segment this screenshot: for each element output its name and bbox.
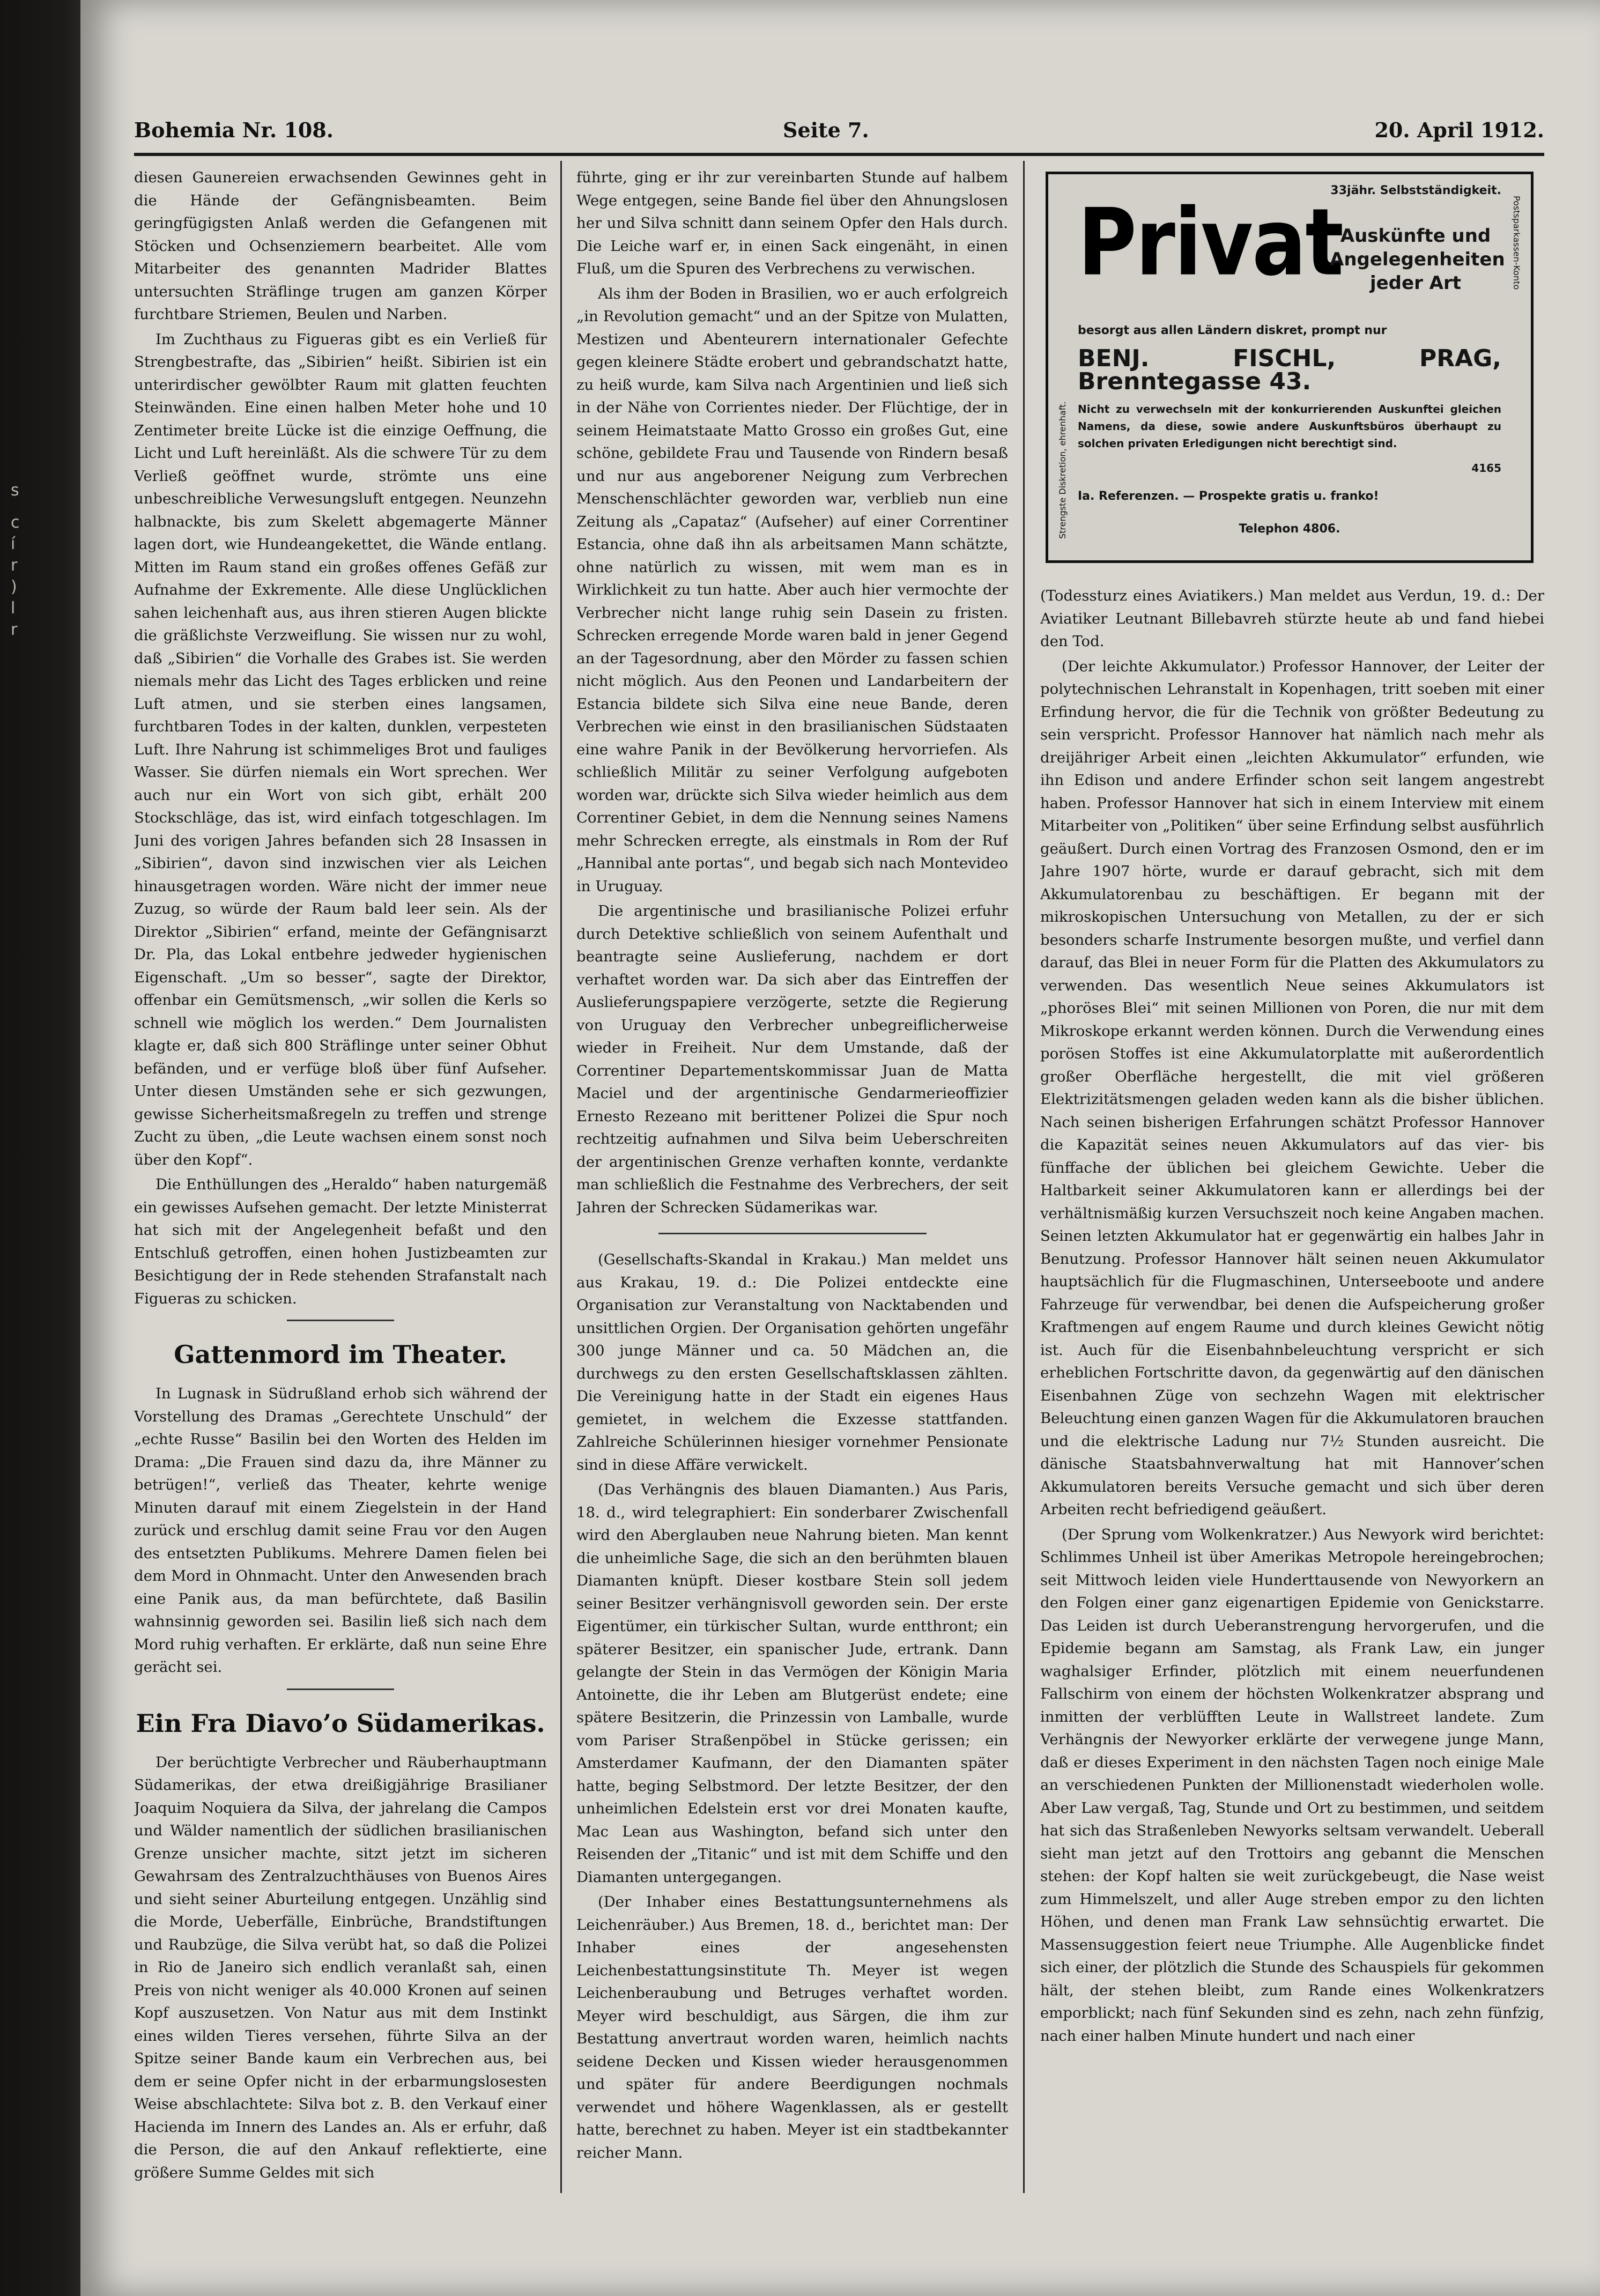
article-paragraph: führte, ging er ihr zur vereinbarten Stunde auf halbem Wege entgegen, seine Bande fiel über den Ahnungslosen her und Silva schnitt dann seinem Opfer den Hals durch. Die Leiche warf er, in einen Sack eingenäht, in einen Fluß, um die Spuren des Verbrechens zu verwischen.	[576, 169, 1008, 277]
article-paragraph: Der berüchtigte Verbrecher und Räuberhauptmann Südamerikas, der etwa dreißigjährige Brasilianer Joaquim Noquiera da Silva, der jahrelang die Campos und Wälder namentlich der südlichen brasilianischen Grenze unsicher machte, sitzt jetzt im sicheren Gewahrsam des Zentralzuchthäuses von Buenos Aires und sieht seiner Aburteilung entgegen. Unzählig sind die Morde, Ueberfälle, Einbrüche, Brandstiftungen und Raubzüge, die Silva verübt hat, so daß die Polizei in Rio de Janeiro sich endlich veranlaßt sah, einen Preis von nicht weniger als 40.000 Kronen auf seinen Kopf auszusetzen. Von Natur aus mit dem Instinkt eines wilden Tieres versehen, führte Silva an der Spitze seiner Bande kaum ein Verbrechen aus, bei dem er seine Opfer nicht in der erbarmungslosesten Weise abschlachtete: Silva bot z. B. den Verkauf einer Hacienda im Innern des Landes an. Als er erfuhr, daß die Person, die auf den Ankauf reflektierte, eine größere Summe Geldes mit sich	[134, 1753, 547, 2181]
header-date: 20. April 1912.	[1374, 118, 1544, 142]
edge-mark: r	[11, 620, 18, 639]
article-paragraph: Die Enthüllungen des „Heraldo“ haben naturgemäß ein gewisses Aufsehen gemacht. Der letzte Ministerrat hat sich mit der Angelegenheit befaßt und den Entschluß getroffen, einen hohen Justizbeamten zur Besichtigung der in Rede stehenden Strafanstalt nach Figueras zu schicken.	[134, 1176, 547, 1307]
article-headline: Gattenmord im Theater.	[174, 1340, 507, 1369]
column-1	[134, 166, 547, 2193]
advertisement-box	[1046, 172, 1534, 563]
article-headline: Ein Fra Diavo’o Südamerikas.	[136, 1708, 545, 1738]
ad-right-line: Auskünfte und	[1340, 225, 1491, 247]
ad-content	[1078, 180, 1505, 540]
separator-rule	[287, 1320, 394, 1321]
ad-title-right	[1330, 224, 1505, 295]
article-paragraph: Als ihm der Boden in Brasilien, wo er auch erfolgreich „in Revolution gemacht“ und an der Spitze von Mulatten, Mestizen und Abenteurern internationaler Gefechte gegen kleinere Städte erobert und gebrandschatzt hatte, zu heiß wurde, kam Silva nach Argentinien und ließ sich in der Nähe von Corrientes nieder. Der Flüchtige, der in seinem Heimatstaate Matto Grosso ein großes Gut, eine schöne, gebildete Frau und Tausende von Rindern besaß und nur aus angeborener Neigung zum Verbrechen Menschenschlächter geworden war, verblieb nun eine Zeitung als „Capataz“ (Aufseher) auf einer Correntiner Estancia, ohne daß ihn als arbeitsamen Mann schätzte, ohne natürlich zu wissen, mit wem man es in Wirklichkeit zu tun hatte. Aber auch hier vermochte der Verbrecher nicht lange ruhig sein Dasein zu fristen. Schrecken erregende Morde waren bald in jener Gegend an der Tagesordnung, aber den Mörder zu fassen schien nicht möglich. Aus den Peonen und Landarbeitern der Estancia bildete sich Silva eine neue Bande, deren Verbrechen wie einst in den brasilianischen Südstaaten eine wahre Panik in der Bevölkerung hervorriefen. Als schließlich Militär zu seiner Verfolgung aufgeboten worden war, drückte sich Silva wieder heimlich aus dem Correntiner Gebiet, in dem die Nennung seines Namens mehr Schrecken erregte, als einstmals in Rom der Ruf „Hannibal ante portas“, und begab sich nach Montevideo in Uruguay.	[576, 285, 1008, 895]
article-paragraph: Die argentinische und brasilianische Polizei erfuhr durch Detektive schließlich von seinem Aufenthalt und beantragte seine Auslieferung, nachdem er dort verhaftet worden war. Da sich aber das Eintreffen der Auslieferungspapiere verzögerte, setzte die Regierung von Uruguay den Verbrecher unbegreiflicherweise wieder in Freiheit. Nur dem Umstande, daß der Correntiner Departementskommissar Juan de Matta Maciel und der argentinische Gendarmerieoffizier Ernesto Rezeano mit berittener Polizei die Spur noch rechtzeitig aufnahmen und Silva beim Ueberschreiten der argentinischen Grenze verhaften konnte, verdankte man schließlich die Festnahme des Verbrechers, der seit Jahren der Schrecken Südamerikas war.	[576, 902, 1008, 1216]
news-item: (Gesellschafts-Skandal in Krakau.) Man meldet uns aus Krakau, 19. d.: Die Polizei entdeckte eine Organisation zur Veranstaltung von Nacktabenden und unsittlichen Orgien. Der Organisation gehörten ungefähr 300 junge Männer und ca. 50 Mädchen an, die durchwegs zu den ersten Gesellschaftsklassen zählten. Die Vereinigung hatte in der Stadt ein eigenes Haus gemietet, in welchem die Exzesse stattfanden. Zahlreiche Schülerinnen hiesiger vornehmer Pensionate sind in diese Affäre verwickelt.	[576, 1251, 1008, 1473]
edge-mark: c	[11, 513, 20, 532]
column-divider	[1023, 161, 1025, 2193]
news-item: (Der Sprung vom Wolkenkratzer.) Aus Newyork wird berichtet: Schlimmes Unheil ist über Amerikas Metropole hereingebrochen; seit Mittwoch leiden viele Hunderttausende von Newyorkern an den Folgen einer ganz eigenartigen Epidemie von Genickstarre. Das Leiden ist durch Ueberanstrengung hervorgerufen, und die Epidemie begann am Samstag, als Frank Law, ein junger waghalsiger Erfinder, plötzlich mit einem neuerfundenen Fallschirm von einem der höchsten Wolkenkratzer absprang und inmitten der verblüfften Leute in Wallstreet landete. Zum Verhängnis der Newyorker erklärte der verwegene junge Mann, daß er dieses Experiment in den nächsten Tagen noch einige Male an verschiedenen Punkten der Millionenstadt wiederholen wolle. Aber Law vergaß, Tag, Stunde und Ort zu bestimmen, und seitdem hat sich das Straßenleben Newyorks seltsam verwandelt. Ueberall sieht man jetzt auf den Trottoirs ang gebannt die Menschen stehen: der Kopf halten sie weit zurückgebeugt, die Nase weist zum Himmelszelt, und aller Auge streben empor zu den lichten Höhen, und denen man Frank Law sehnsüchtig erwartet. Die Massensuggestion feiert neue Triumphe. Alle Augenblicke findet sich einer, der plötzlich die Stunde des Schauspiels für gekommen hält, der stehen bleibt, zum Rande eines Wolkenkratzers emporblickt; nach fünf Sekunden sind es zehn, nach zehn fünfzig, nach einer halben Minute hundert und nach einer	[1040, 1525, 1544, 2045]
header-rule	[134, 153, 1544, 156]
header-page-number: Seite 7.	[783, 118, 869, 142]
ad-telephone: Telephon 4806.	[1239, 522, 1340, 536]
ad-side-text-left: Strengste Diskretion, ehrenhaft.	[1057, 401, 1068, 539]
edge-mark: r	[11, 556, 18, 575]
edge-mark: s	[11, 481, 19, 500]
article-paragraph: diesen Gaunereien erwachsenden Gewinnes geht in die Hände der Gefängnisbeamten. Beim geringfügigsten Anlaß werden die Gefangenen mit Stöcken und Ochsenziemern bearbeitet. Alle vom Mitarbeiter des genannten Madrider Blattes untersuchten Sträflinge trugen am ganzen Körper furchtbare Striemen, Beulen und Narben.	[134, 169, 547, 323]
ad-mid-line: besorgt aus allen Ländern diskret, prompt nur	[1078, 323, 1387, 337]
header-issue: Bohemia Nr. 108.	[134, 118, 334, 142]
page-header	[134, 118, 1544, 150]
ad-right-line: jeder Art	[1369, 272, 1462, 294]
article-paragraph: In Lugnask in Südrußland erhob sich während der Vorstellung des Dramas „Gerechtete Unschuld“ der „echte Russe“ Basilin bei den Worten des Helden im Drama: „Die Frauen sind dazu da, ihre Männer zu betrügen!“, verließ das Theater, kehrte wenige Minuten darauf mit einem Ziegelstein in der Hand zurück und erschlug damit seine Frau vor den Augen des entsetzten Publikums. Mehrere Damen fielen bei dem Mord in Ohnmacht. Unter den Anwesenden brach eine Panik aus, da man befürchtete, daß Basilin wahnsinnig geworden sei. Basilin ließ sich nach dem Mord ruhig verhaften. Er erklärte, daß nun seine Ehre gerächt sei.	[134, 1385, 547, 1676]
ad-right-line: Angelegenheiten	[1330, 248, 1505, 270]
edge-mark: l	[11, 599, 16, 618]
news-item: (Der Inhaber eines Bestattungsunternehmens als Leichenräuber.) Aus Bremen, 18. d., berichtet man: Der Inhaber eines der angesehensten Leichenbestattungsinstitute Th. Meyer ist wegen Leichenberaubung und Betruges verhaftet worden. Meyer wird beschuldigt, aus Särgen, die ihm zur Bestattung anvertraut worden waren, heimlich nachts seidene Decken und Kissen wieder herausgenommen und später für andere Beerdigungen nochmals verwendet und höhere Wagenklassen, als er gestellt hatte, berechnet zu haben. Meyer ist ein stadtbekannter reicher Mann.	[576, 1893, 1008, 2161]
separator-rule	[658, 1233, 927, 1234]
column-3	[1040, 166, 1544, 2193]
news-item: (Todessturz eines Aviatikers.) Man meldet aus Verdun, 19. d.: Der Aviatiker Leutnant Billebavreh stürzte heute ab und fand hiebei den Tod.	[1040, 587, 1544, 650]
ad-firm-name: BENJ. FISCHL, PRAG, Brenntegasse 43.	[1078, 345, 1501, 395]
edge-mark: )	[11, 577, 17, 596]
article-paragraph: Im Zuchthaus zu Figueras gibt es ein Verließ für Strengbestrafte, das „Sibirien“ heißt. Sibirien ist ein unterirdischer gewölbter Raum mit glatten feuchten Steinwänden. Eine einen halben Meter hohe und 10 Zentimeter breite Lücke ist die einzige Oeffnung, die Licht und Luft hereinläßt. Als die schwere Tür zu dem Verließ geöffnet wurde, strömte uns eine unbeschreibliche Verwesungsluft entgegen. Neunzehn halbnackte, bis zum Skelett abgemagerte Männer lagen dort, wie Hundeangekettet, die Wände entlang. Mitten im Raum stand ein großes offenes Gefäß zur Aufnahme der Exkremente. Alle diese Unglücklichen sahen leichenhaft aus, aus ihren stieren Augen blickte die gräßlichste Verzweiflung. Sie wissen nur zu wohl, daß „Sibirien“ die Vorhalle des Grabes ist. Sie werden niemals mehr das Licht des Tages erblicken und reine Luft atmen, und sie sterben eines langsamen, furchtbaren Todes in der kalten, dunklen, verpesteten Luft. Ihre Nahrung ist schimmeliges Brot und fauliges Wasser. Sie dürfen niemals ein Wort sprechen. Wer auch nur ein Wort von sich gibt, erhält 200 Stockschläge, das ist, wird einfach totgeschlagen. Im Juni des vorigen Jahres befanden sich 28 Insassen in „Sibirien“, davon sind inzwischen vier als Leichen hinausgetragen worden. Wäre nicht der immer neue Zuzug, so würde der Raum bald leer sein. Als der Direktor „Sibirien“ erfand, meinte der Gefängnisarzt Dr. Pla, das Lokal entbehre jedweder hygienischen Eigenschaft. „Um so besser“, sagte der Direktor, offenbar ein Gemütsmensch, „wir sollen die Kerls so schnell wie möglich los werden.“ Dem Journalisten klagte er, daß sich 800 Sträflinge unter seiner Obhut befänden, und er verfüge bloß über fünf Aufseher. Unter diesen Umständen sehe er sich gezwungen, gewisse Sicherheitsmaßregeln zu treffen und strenge Zucht zu üben, „die Leute wachsen einem sonst noch über den Kopf“.	[134, 330, 547, 1168]
column-2	[576, 166, 1008, 2193]
news-item: (Der leichte Akkumulator.) Professor Hannover, der Leiter der polytechnischen Lehranstalt in Kopenhagen, tritt soeben mit einer Erfindung hervor, die für die Technik von größter Bedeutung zu sein verspricht. Professor Hannover hat nämlich nach mehr als dreijähriger Arbeit einen „leichten Akkumulator“ erfunden, wie ihn Edison und andere Erfinder schon seit langem angestrebt haben. Professor Hannover hat sich in einem Interview mit einem Mitarbeiter von „Politiken“ über seine Erfindung selbst ausführlich geäußert. Durch einen Vortrag des Franzosen Osmond, den er im Jahre 1907 hörte, wurde er darauf gebracht, sich mit dem Akkumulatorenbau zu beschäftigen. Er begann mit der mikroskopischen Untersuchung von Metallen, zu der er sich besonders scharfe Instrumente besorgen mußte, und verfiel dann darauf, das Blei in neuer Form für die Platten des Akkumulators zu verwenden. Das wesentlich Neue seines Akkumulators ist „phoröses Blei“ mit seinen Millionen von Poren, die nur mit dem Mikroskope erkannt werden können. Durch die Verwendung eines porösen Stoffes ist eine Akkumulatorplatte mit außerordentlich großer Oberfläche hergestellt, die mit viel größeren Elektrizitätsmengen geladen weden kann als die bisher üblichen. Nach seinen bisherigen Erfahrungen schätzt Professor Hannover die Kapazität seines neuen Akkumulators auf das vier- bis fünffache der üblichen bei gleichem Gewichte. Ueber die Haltbarkeit seiner Akkumulatoren kann er allerdings bei der verhältnismäßig kurzen Versuchszeit noch keine Angaben machen. Seinen letzten Akkumulator hat er gegenwärtig ein halbes Jahr in Benutzung. Professor Hannover hält seinen neuen Akkumulator hauptsächlich für die Flugmaschinen, Unterseeboote und andere Fahrzeuge für verwendbar, bei denen die Aufspeicherung großer Kraftmengen auf engem Raume und durch kleines Gewicht nötig ist. Auch für die Eisenbahnbeleuchtung verspricht er sich erheblichen Fortschritte davon, da gegenwärtig auf den dänischen Eisenbahnen Züge von sechzehn Wagen mit elektrischer Beleuchtung einen ganzen Wagen für die Akkumulatoren brauchen und die elektrische Ladung nur 7½ Stunden ausreicht. Die dänische Staatsbahnverwaltung hat mit Hannover’schen Akkumulatoren bereits Versuche gemacht und sich über deren Arbeiten recht befriedigend geäußert.	[1040, 657, 1544, 1518]
separator-rule	[287, 1688, 394, 1690]
ad-number: 4165	[1471, 462, 1501, 475]
ad-references: Ia. Referenzen. — Prospekte gratis u. franko!	[1078, 490, 1379, 503]
news-item: (Das Verhängnis des blauen Diamanten.) Aus Paris, 18. d., wird telegraphiert: Ein sonderbarer Zwischenfall wird den Aberglauben neue Nahrung bieten. Man kennt die unheimliche Sage, die sich an den berühmten blauen Diamanten knüpft. Dieser kostbare Stein soll jedem seiner Besitzer verhängnisvoll geworden sein. Der erste Eigentümer, ein türkischer Sultan, wurde entthront; ein späterer Besitzer, ein spanischer Jude, ertrank. Dann gelangte der Stein in das Vermögen der Königin Maria Antoinette, die ihr Leben am Blutgerüst endete; eine spätere Besitzerin, die Prinzessin von Lamballe, wurde vom Pariser Straßenpöbel in Stücke gerissen; ein Amsterdamer Kaufmann, der den Diamanten später hatte, beging Selbstmord. Der letzte Besitzer, der den unheimlichen Edelstein erst vor drei Monaten kaufte, Mac Lean aus Washington, befand sich unter den Reisenden der „Titanic“ und ist mit dem Schiffe und den Diamanten untergegangen.	[576, 1481, 1008, 1886]
ad-big-title: Privat	[1078, 189, 1343, 297]
ad-side-text-right: Postsparkassen-Konto	[1512, 196, 1522, 290]
column-divider	[560, 161, 562, 2193]
ad-top-line: 33jähr. Selbstständigkeit.	[1330, 184, 1501, 197]
edge-mark: í	[11, 535, 16, 553]
newspaper-page	[80, 0, 1600, 2296]
ad-notice: Nicht zu verwechseln mit der konkurrierenden Auskunftei gleichen Namens, da diese, sowie andere Auskunftsbüros überhaupt zu solchen privaten Erledigungen nicht berechtigt sind.	[1078, 403, 1501, 450]
